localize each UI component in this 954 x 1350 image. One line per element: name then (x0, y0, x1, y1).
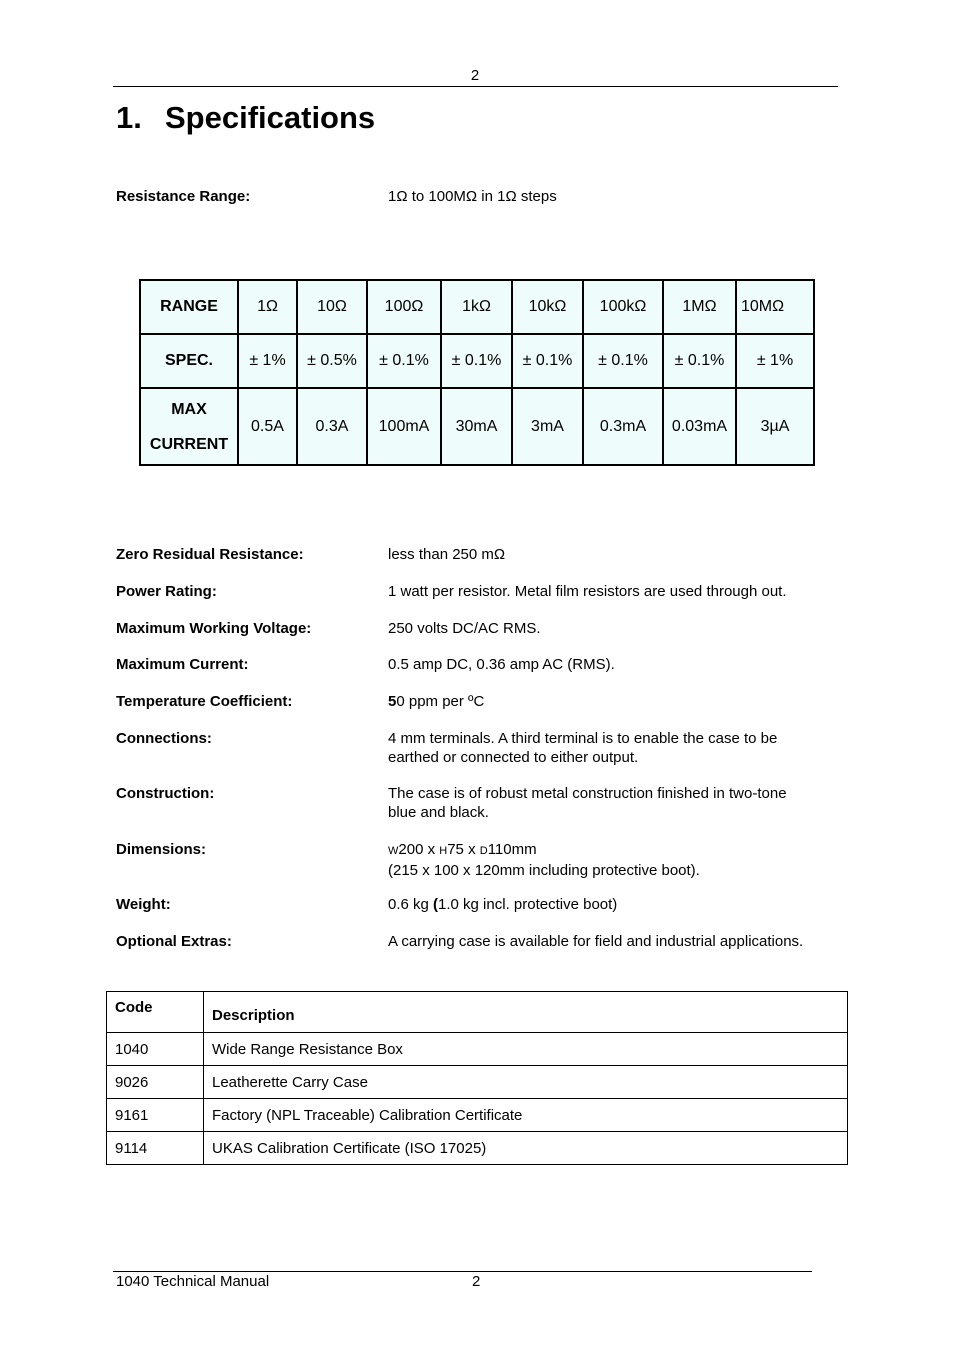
range-cell: 10MΩ (736, 280, 814, 334)
resistance-range-value: 1Ω to 100MΩ in 1Ω steps (388, 188, 557, 205)
code-cell: 9161 (107, 1099, 204, 1132)
footer-rule (113, 1271, 812, 1272)
spec-label: Weight: (116, 896, 171, 913)
code-cell: 9026 (107, 1066, 204, 1099)
spec-label: Zero Residual Resistance: (116, 546, 304, 563)
spec-cell: ± 1% (238, 334, 297, 388)
spec-table-row-spec (140, 334, 814, 388)
description-cell: Leatherette Carry Case (204, 1066, 848, 1099)
spec-value (388, 895, 617, 914)
max-current-cell: 0.3A (297, 388, 367, 465)
temp-coeff-bold-digit: 5 (388, 693, 397, 710)
spec-table (139, 279, 815, 466)
max-current-cell: 0.03mA (663, 388, 736, 465)
table-row (107, 1066, 848, 1099)
dim-d-label: D (479, 845, 488, 857)
range-cell: 1kΩ (441, 280, 512, 334)
page-title (116, 100, 375, 136)
spec-cell: ± 0.1% (583, 334, 663, 388)
spec-value (388, 784, 787, 822)
dim-d-value: 110mm (487, 841, 537, 858)
row-header-range: RANGE (140, 280, 238, 334)
row-header-spec: SPEC. (140, 334, 238, 388)
dim-w-value: 200 x (398, 841, 440, 858)
spec-value: 0.5 amp DC, 0.36 amp AC (RMS). (388, 656, 615, 673)
title-text: Specifications (165, 100, 376, 135)
resistance-range-label: Resistance Range: (116, 188, 251, 205)
spec-label: Temperature Coefficient: (116, 693, 293, 710)
spec-label: Power Rating: (116, 583, 217, 600)
max-current-cell: 30mA (441, 388, 512, 465)
spec-cell: ± 0.1% (512, 334, 583, 388)
spec-label: Maximum Current: (116, 656, 249, 673)
code-cell: 1040 (107, 1033, 204, 1066)
spec-label: Maximum Working Voltage: (116, 620, 312, 637)
max-current-cell: 0.3mA (583, 388, 663, 465)
title-number: 1. (116, 100, 142, 135)
table-row (107, 1132, 848, 1165)
header-rule (113, 86, 838, 87)
spec-cell: ± 1% (736, 334, 814, 388)
description-cell: UKAS Calibration Certificate (ISO 17025) (204, 1132, 848, 1165)
weight-pre: 0.6 kg (388, 896, 434, 913)
codes-table (106, 991, 848, 1165)
spec-value-line: The case is of robust metal construction finished in two-tone (388, 785, 787, 802)
max-current-cell: 100mA (367, 388, 441, 465)
spec-cell: ± 0.1% (367, 334, 441, 388)
max-current-cell: 3mA (512, 388, 583, 465)
spec-value: 1 watt per resistor. Metal film resistors are used through out. (388, 583, 787, 600)
spec-value-line: (215 x 100 x 120mm including protective boot). (388, 862, 700, 879)
row-header-max-current (140, 388, 238, 465)
spec-value (388, 840, 700, 880)
spec-value: less than 250 mΩ (388, 546, 506, 563)
footer-page-number: 2 (472, 1273, 481, 1290)
code-header: Code (107, 992, 204, 1033)
spec-value (388, 692, 484, 711)
range-cell: 1MΩ (663, 280, 736, 334)
spec-label: Dimensions: (116, 841, 207, 858)
spec-cell: ± 0.1% (663, 334, 736, 388)
range-cell: 100kΩ (583, 280, 663, 334)
spec-cell: ± 0.1% (441, 334, 512, 388)
spec-label: Connections: (116, 730, 212, 747)
code-cell: 9114 (107, 1132, 204, 1165)
table-row (107, 1033, 848, 1066)
weight-post: 1.0 kg incl. protective boot) (438, 896, 618, 913)
dim-h-value: 75 x (447, 841, 480, 858)
row-header-max: MAX (171, 400, 207, 418)
row-header-current: CURRENT (149, 435, 229, 453)
dim-h-label: H (439, 845, 448, 857)
spec-value-line: 4 mm terminals. A third terminal is to enable the case to be (388, 730, 778, 747)
spec-label: Construction: (116, 785, 215, 802)
description-header: Description (204, 992, 848, 1033)
spec-table-row-max-current (140, 388, 814, 465)
spec-value: A carrying case is available for field and industrial applications. (388, 933, 804, 950)
range-cell: 1Ω (238, 280, 297, 334)
table-row (107, 1099, 848, 1132)
max-current-cell: 3µA (736, 388, 814, 465)
description-cell: Wide Range Resistance Box (204, 1033, 848, 1066)
max-current-cell: 0.5A (238, 388, 297, 465)
range-cell: 10Ω (297, 280, 367, 334)
spec-cell: ± 0.5% (297, 334, 367, 388)
range-cell: 100Ω (367, 280, 441, 334)
temp-coeff-rest: 0 ppm per ºC (396, 693, 485, 710)
spec-value-line: earthed or connected to either output. (388, 749, 639, 766)
dim-w-label: W (388, 845, 399, 857)
weight-paren: ( (433, 896, 439, 913)
spec-table-row-range (140, 280, 814, 334)
range-cell: 10kΩ (512, 280, 583, 334)
spec-value (388, 729, 777, 767)
codes-table-header (107, 992, 848, 1033)
spec-label: Optional Extras: (116, 933, 232, 950)
header-page-number: 2 (470, 67, 480, 84)
spec-value: 250 volts DC/AC RMS. (388, 620, 541, 637)
description-cell: Factory (NPL Traceable) Calibration Certificate (204, 1099, 848, 1132)
spec-value-line: blue and black. (388, 804, 489, 821)
footer-manual-title: 1040 Technical Manual (116, 1273, 270, 1290)
